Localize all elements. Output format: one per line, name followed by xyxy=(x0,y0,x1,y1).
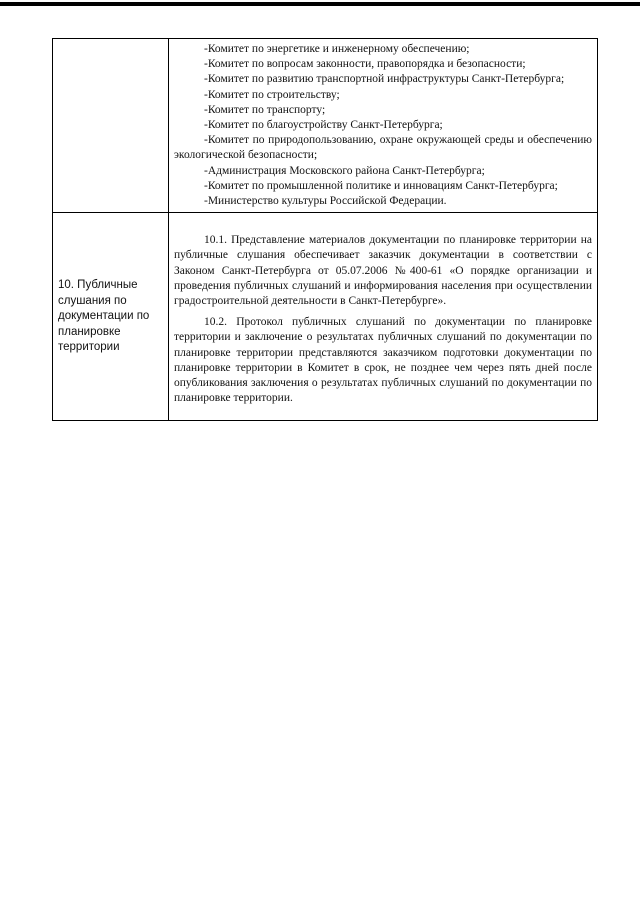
list-item: -Комитет по строительству; xyxy=(204,88,340,101)
section-content xyxy=(169,213,597,420)
table-row xyxy=(53,213,598,421)
table-row xyxy=(53,39,598,213)
list-item: -Комитет по промышленной политике и инновациям Санкт-Петербурга; xyxy=(204,179,558,192)
table-cell-right xyxy=(169,213,598,421)
clause-paragraph: 10.1. Представление материалов документации по планировке территории на публичные слушания обеспечивает заказчик документации в соответствии с Законом Санкт-Петербурга от 05.07.2006 №400-61 «О порядке организации и проведения публичных слушаний и информирования населения при осуществлении градостроительной деятельности в Санкт-Петербурге». xyxy=(174,234,592,308)
list-item: -Комитет по вопросам законности, правопорядка и безопасности; xyxy=(204,58,526,71)
committee-list xyxy=(169,39,597,212)
top-border-rule xyxy=(0,2,640,6)
table-cell-left xyxy=(53,213,169,421)
list-item: -Комитет по благоустройству Санкт-Петербурга; xyxy=(204,119,443,132)
section-label: 10. Публичные слушания по документации по планировке территории xyxy=(58,279,150,354)
table-cell-right xyxy=(169,39,598,213)
table-cell-left xyxy=(53,39,169,213)
list-item: -Комитет по развитию транспортной инфраструктуры Санкт-Петербурга; xyxy=(204,73,565,86)
list-item: -Комитет по транспорту; xyxy=(204,103,326,116)
list-item: -Администрация Московского района Санкт-Петербурга; xyxy=(204,164,485,177)
list-item: -Комитет по природопользованию, охране окружающей среды и обеспечению экологической безопасности; xyxy=(174,134,592,162)
list-item: -Министерство культуры Российской Федерации. xyxy=(204,195,447,208)
document-table xyxy=(52,38,598,421)
clause-paragraph: 10.2. Протокол публичных слушаний по документации по планировке территории и заключение о результатах публичных слушаний по документации по планировке территории представляются заказчиком подготовки документации по планировке территории в Комитет в срок, не позднее чем через пять дней после опубликования заключения о результатах публичных слушаний по документации по планировке территории. xyxy=(174,316,592,405)
list-item: -Комитет по энергетике и инженерному обеспечению; xyxy=(204,43,470,55)
